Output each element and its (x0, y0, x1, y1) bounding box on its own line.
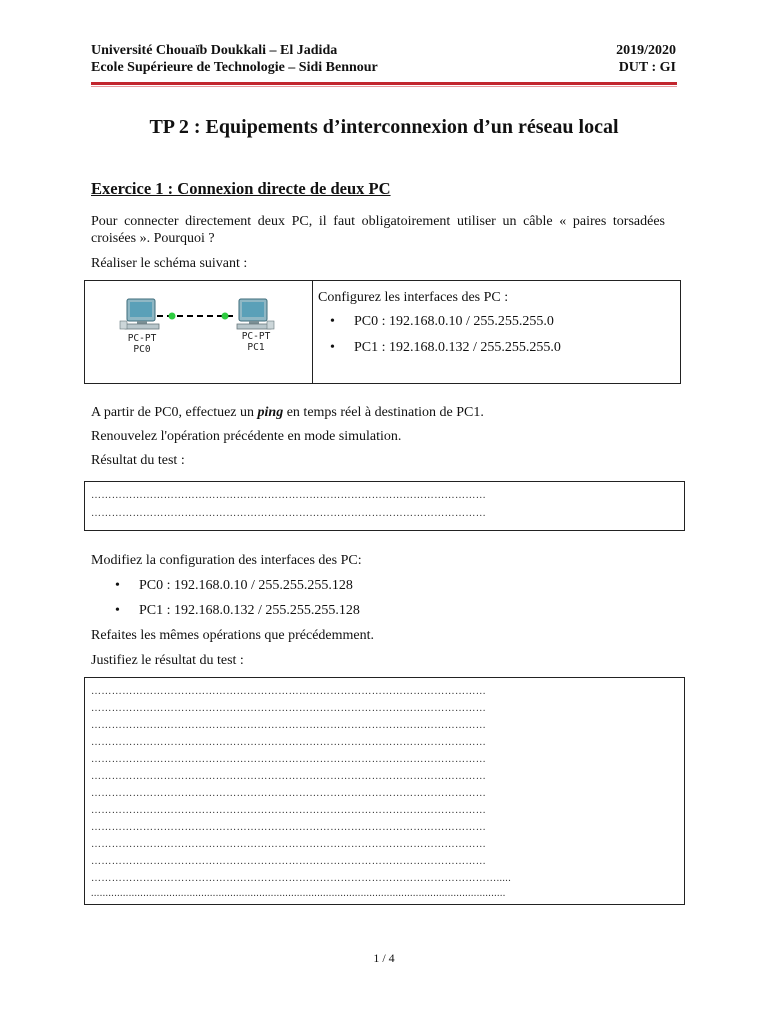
modify-item: • PC1 : 192.168.0.132 / 255.255.255.128 (115, 603, 360, 618)
intro-paragraph: Pour connecter directement deux PC, il faut obligatoirement utiliser un câble « paires torsadées croisées ». Pourquoi ? (91, 214, 665, 246)
modify-item: • PC0 : 192.168.0.10 / 255.255.255.128 (115, 578, 353, 593)
simulation-instruction: Renouvelez l'opération précédente en mode simulation. (91, 429, 402, 444)
answer-line: …………………………………………………………………………………………………… (91, 805, 487, 816)
exercise-heading: Exercice 1 : Connexion directe de deux PC (91, 179, 391, 198)
ping-instruction: A partir de PC0, effectuez un ping en temps réel à destination de PC1. (91, 405, 484, 420)
document-title: TP 2 : Equipements d’interconnexion d’un réseau local (149, 116, 619, 138)
answer-line: ………………………………………………………………………………………………………..... (91, 873, 512, 884)
school-name: Ecole Supérieure de Technologie – Sidi Bennour (91, 60, 378, 75)
answer-line: …………………………………………………………………………………………………… (91, 737, 487, 748)
pc1-computer-icon (237, 299, 274, 329)
pc0-port-indicator (169, 313, 176, 320)
config-item: • PC1 : 192.168.0.132 / 255.255.255.0 (330, 340, 561, 355)
result-label: Résultat du test : (91, 453, 185, 468)
pc1-name: PC1 (247, 342, 265, 353)
header-divider (91, 82, 677, 85)
answer-line: …………………………………………………………………………………………………… (91, 839, 487, 850)
ping-keyword: ping (257, 405, 284, 420)
answer-line: …………………………………………………………………………………………………… (91, 508, 487, 519)
config-item: • PC0 : 192.168.0.10 / 255.255.255.0 (330, 314, 554, 329)
pc0-name: PC0 (133, 344, 151, 355)
university-name: Université Chouaïb Doukkali – El Jadida (91, 43, 338, 58)
pc0-type: PC-PT (127, 333, 157, 344)
answer-line: …………………………………………………………………………………………………… (91, 754, 487, 765)
justify-label: Justifiez le résultat du test : (91, 653, 244, 668)
answer-line: …………………………………………………………………………………………………… (91, 856, 487, 867)
redo-instruction: Refaites les mêmes opérations que précédemment. (91, 628, 375, 643)
program-name: DUT : GI (618, 60, 676, 75)
pc1-label (226, 331, 286, 353)
bullet-icon: • (330, 314, 335, 329)
answer-line: …………………………………………………………………………………………………… (91, 703, 487, 714)
answer-line: …………………………………………………………………………………………………… (91, 686, 487, 697)
answer-line: ............................................................................................................................................... (91, 888, 506, 899)
answer-line: …………………………………………………………………………………………………… (91, 771, 487, 782)
header-divider-shadow (91, 86, 677, 87)
config-title: Configurez les interfaces des PC : (318, 290, 509, 305)
schema-box (84, 280, 681, 384)
bullet-icon: • (115, 603, 120, 618)
pc0-label (112, 333, 172, 355)
answer-line: …………………………………………………………………………………………………… (91, 822, 487, 833)
modify-instruction: Modifiez la configuration des interfaces des PC: (91, 553, 362, 568)
answer-box-1[interactable] (84, 481, 685, 531)
pc1-port-indicator (222, 313, 229, 320)
pc0-computer-icon (120, 299, 159, 329)
bullet-icon: • (115, 578, 120, 593)
academic-year: 2019/2020 (616, 43, 676, 58)
schema-prompt: Réaliser le schéma suivant : (91, 256, 248, 271)
answer-line: …………………………………………………………………………………………………… (91, 490, 487, 501)
pc1-type: PC-PT (241, 331, 271, 342)
page-number: 1 / 4 (373, 951, 395, 965)
answer-line: …………………………………………………………………………………………………… (91, 788, 487, 799)
schema-divider (312, 281, 313, 383)
answer-line: …………………………………………………………………………………………………… (91, 720, 487, 731)
bullet-icon: • (330, 340, 335, 355)
